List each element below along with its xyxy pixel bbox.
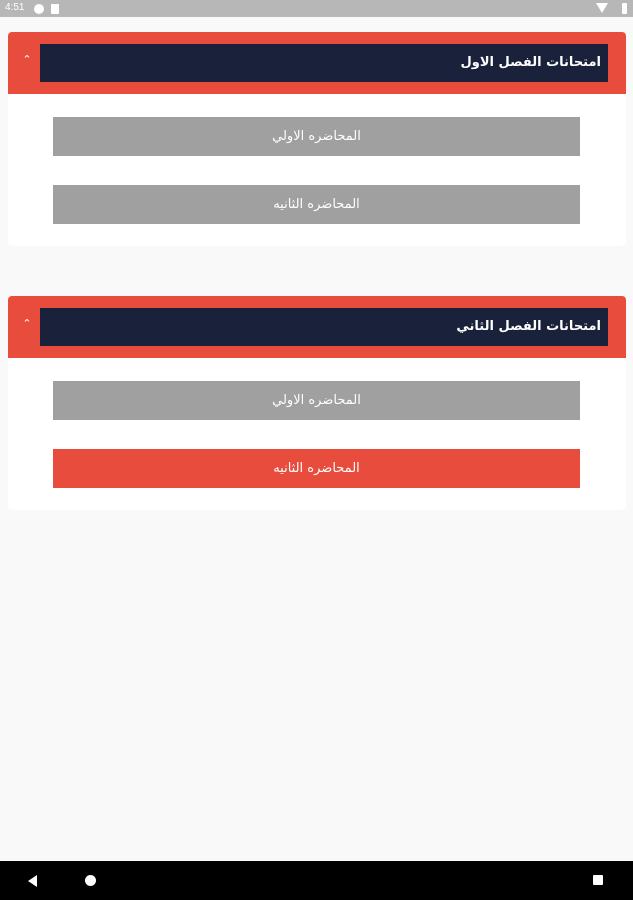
- battery-icon: [622, 3, 627, 14]
- chevron-up-icon[interactable]: ⌃: [22, 317, 32, 330]
- status-bar: [0, 0, 633, 17]
- recents-icon[interactable]: [593, 875, 603, 885]
- back-icon[interactable]: [28, 875, 37, 887]
- section-header-2[interactable]: [8, 296, 626, 358]
- sd-card-icon: [51, 4, 59, 14]
- chevron-up-icon[interactable]: ⌃: [22, 53, 32, 66]
- section-title-1: امتحانات الفصل الاول: [40, 44, 608, 82]
- section-title-2: امتحانات الفصل الثاني: [40, 308, 608, 346]
- lecture-button-1-2[interactable]: المحاضره الثانيه: [53, 185, 580, 224]
- wifi-icon: [596, 3, 608, 13]
- exam-section-card-1: [8, 32, 626, 246]
- status-time: 4:51: [5, 2, 25, 13]
- lecture-button-1-1[interactable]: المحاضره الاولي: [53, 117, 580, 156]
- exam-section-card-2: [8, 296, 626, 510]
- lecture-button-2-2[interactable]: المحاضره الثانيه: [53, 449, 580, 488]
- lecture-button-2-1[interactable]: المحاضره الاولي: [53, 381, 580, 420]
- navigation-bar: [0, 861, 633, 900]
- section-header-1[interactable]: [8, 32, 626, 94]
- home-icon[interactable]: [85, 875, 96, 886]
- notification-icon: [34, 4, 44, 14]
